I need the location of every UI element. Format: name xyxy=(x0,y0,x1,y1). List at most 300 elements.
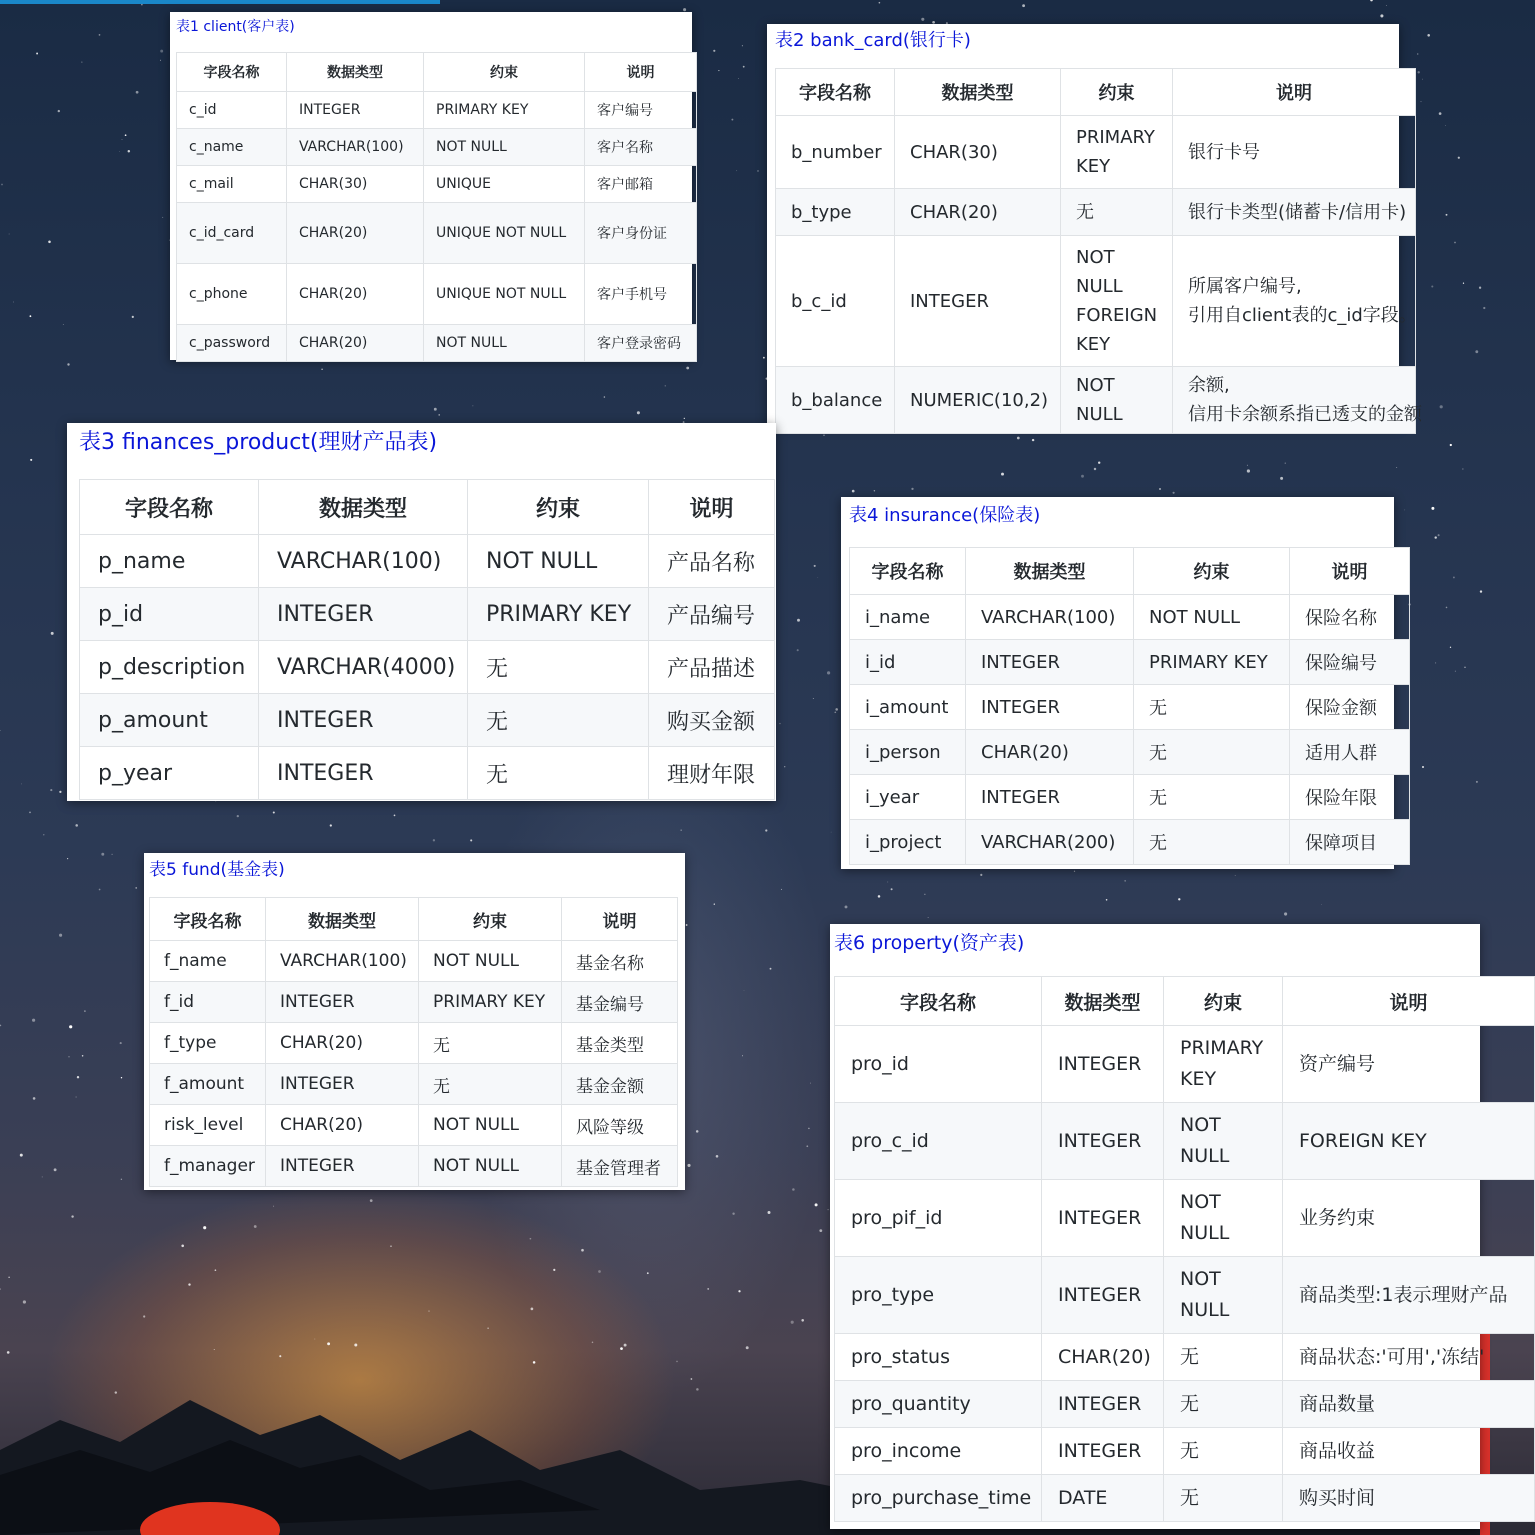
star xyxy=(683,8,686,11)
star xyxy=(23,1300,26,1303)
star xyxy=(845,905,848,908)
cell-description: 客户邮箱 xyxy=(585,166,697,203)
cell-field-name: i_amount xyxy=(850,685,966,730)
star xyxy=(1445,125,1446,126)
star xyxy=(237,815,239,817)
star xyxy=(1094,468,1096,470)
star xyxy=(254,1225,257,1228)
star xyxy=(1464,667,1465,668)
cell-description: 客户身份证 xyxy=(585,203,697,264)
star xyxy=(1017,437,1020,440)
star xyxy=(765,829,767,831)
star xyxy=(128,150,130,152)
cell-description: 保险编号 xyxy=(1290,640,1410,685)
table-row xyxy=(850,775,1410,820)
star xyxy=(143,1315,145,1317)
header-field-name: 字段名称 xyxy=(835,977,1042,1026)
header-data-type: 数据类型 xyxy=(895,69,1061,116)
star xyxy=(76,1096,77,1097)
table-row xyxy=(150,1105,678,1146)
star xyxy=(125,134,127,136)
star xyxy=(827,671,830,674)
cell-description: 银行卡号 xyxy=(1173,116,1416,189)
star xyxy=(181,1245,184,1248)
star xyxy=(1446,214,1448,216)
star xyxy=(1479,287,1481,289)
star xyxy=(82,1055,84,1057)
cell-constraint: PRIMARY KEY xyxy=(1134,640,1290,685)
header-field-name: 字段名称 xyxy=(850,548,966,595)
table-row xyxy=(150,1064,678,1105)
header-description: 说明 xyxy=(1290,548,1410,595)
table-title: 表6 property(资产表) xyxy=(834,932,1025,954)
star xyxy=(598,1270,601,1273)
star xyxy=(21,784,22,785)
star xyxy=(770,968,772,970)
table-row xyxy=(177,325,697,362)
table-row xyxy=(835,1381,1535,1428)
star xyxy=(32,1019,35,1022)
star xyxy=(68,1056,69,1057)
table-row xyxy=(80,641,775,694)
star xyxy=(42,1176,43,1177)
star xyxy=(1,184,3,186)
cell-field-name: f_id xyxy=(150,982,266,1023)
star xyxy=(54,1168,57,1171)
cell-data-type: NUMERIC(10,2) xyxy=(895,367,1061,434)
header-field-name: 字段名称 xyxy=(150,898,266,941)
cell-field-name: pro_status xyxy=(835,1334,1042,1381)
table-row xyxy=(177,166,697,203)
cell-constraint: NOT NULL xyxy=(468,535,649,588)
cell-constraint: NOT NULL FOREIGN KEY xyxy=(1061,236,1173,367)
schema-table xyxy=(176,52,697,362)
star xyxy=(810,1083,811,1084)
cell-field-name: risk_level xyxy=(150,1105,266,1146)
cell-constraint: 无 xyxy=(1134,820,1290,865)
cell-data-type: INTEGER xyxy=(259,747,468,800)
star xyxy=(1178,898,1180,900)
cell-field-name: i_person xyxy=(850,730,966,775)
star xyxy=(887,882,888,883)
star xyxy=(1438,534,1440,536)
table-row xyxy=(835,1103,1535,1180)
table-row xyxy=(177,264,697,325)
star xyxy=(716,1155,719,1158)
cell-constraint: NOT NULL xyxy=(1164,1103,1283,1180)
star xyxy=(99,34,101,36)
star xyxy=(122,139,123,140)
star xyxy=(1446,607,1448,609)
star xyxy=(1386,5,1387,6)
table-row xyxy=(835,1257,1535,1334)
star xyxy=(742,45,743,46)
cell-description: 商品数量 xyxy=(1283,1381,1535,1428)
table-client-card xyxy=(170,12,692,360)
table-title: 表4 insurance(保险表) xyxy=(849,505,1041,526)
cell-description: 保险金额 xyxy=(1290,685,1410,730)
cell-field-name: i_id xyxy=(850,640,966,685)
cell-field-name: i_project xyxy=(850,820,966,865)
cell-description: 客户手机号 xyxy=(585,264,697,325)
star xyxy=(273,1206,274,1207)
star xyxy=(121,1179,122,1180)
star xyxy=(686,367,689,370)
star xyxy=(1422,766,1424,768)
schema-table xyxy=(149,897,678,1187)
cell-constraint: NOT NULL xyxy=(419,1105,562,1146)
cell-description: 客户编号 xyxy=(585,92,697,129)
cell-data-type: VARCHAR(100) xyxy=(966,595,1134,640)
star xyxy=(162,217,163,218)
cell-data-type: CHAR(20) xyxy=(266,1023,419,1064)
cell-constraint: PRIMARY KEY xyxy=(419,982,562,1023)
star xyxy=(1480,590,1482,592)
star xyxy=(921,18,924,21)
star xyxy=(99,889,101,891)
cell-data-type: CHAR(20) xyxy=(287,203,424,264)
cell-data-type: CHAR(20) xyxy=(287,264,424,325)
header-field-name: 字段名称 xyxy=(177,53,287,92)
cell-constraint: NOT NULL xyxy=(1164,1180,1283,1257)
cell-data-type: CHAR(20) xyxy=(266,1105,419,1146)
cell-field-name: f_type xyxy=(150,1023,266,1064)
header-constraint: 约束 xyxy=(468,480,649,535)
star xyxy=(1435,536,1437,538)
cell-description: 产品名称 xyxy=(649,535,775,588)
star xyxy=(624,1344,627,1347)
header-data-type: 数据类型 xyxy=(1042,977,1164,1026)
star xyxy=(814,565,816,567)
cell-data-type: CHAR(20) xyxy=(1042,1334,1164,1381)
star xyxy=(1074,871,1075,872)
star xyxy=(29,811,31,813)
header-data-type: 数据类型 xyxy=(259,480,468,535)
star xyxy=(637,411,640,414)
star xyxy=(743,66,745,68)
cell-field-name: c_id xyxy=(177,92,287,129)
star xyxy=(687,1164,690,1167)
star xyxy=(1001,473,1004,476)
star xyxy=(1450,647,1451,648)
table-row xyxy=(835,1026,1535,1103)
table-row xyxy=(850,730,1410,775)
star xyxy=(77,1076,79,1078)
cell-field-name: c_name xyxy=(177,129,287,166)
cell-constraint: 无 xyxy=(1061,189,1173,236)
cell-field-name: c_phone xyxy=(177,264,287,325)
star xyxy=(813,698,814,699)
cell-field-name: pro_id xyxy=(835,1026,1042,1103)
star xyxy=(676,1361,678,1363)
star xyxy=(1396,467,1397,468)
cell-constraint: 无 xyxy=(1164,1475,1283,1522)
star xyxy=(58,110,60,112)
star xyxy=(879,2,881,4)
star xyxy=(136,91,139,94)
table-row xyxy=(835,1180,1535,1257)
star xyxy=(1483,307,1485,309)
cell-description: 商品类型:1表示理财产品 xyxy=(1283,1257,1535,1334)
cell-description: 基金管理者 xyxy=(562,1146,678,1187)
star xyxy=(713,50,715,52)
cell-field-name: pro_purchase_time xyxy=(835,1475,1042,1522)
schema-table xyxy=(834,976,1535,1522)
cell-data-type: INTEGER xyxy=(966,685,1134,730)
star xyxy=(827,1209,828,1210)
table-row xyxy=(150,982,678,1023)
star xyxy=(433,839,435,841)
top-accent-bar xyxy=(0,0,440,4)
star xyxy=(160,50,163,53)
cell-data-type: INTEGER xyxy=(259,694,468,747)
star xyxy=(1439,112,1442,115)
star xyxy=(1417,54,1418,55)
star xyxy=(731,119,733,121)
star xyxy=(891,888,893,890)
table-row xyxy=(776,367,1416,434)
star xyxy=(835,708,838,711)
star xyxy=(732,1213,734,1215)
star xyxy=(111,854,112,855)
cell-description: 产品描述 xyxy=(649,641,775,694)
star xyxy=(808,1128,810,1130)
table-fund-card xyxy=(144,853,685,1190)
star xyxy=(120,1042,122,1044)
star xyxy=(874,490,875,491)
star xyxy=(738,1290,740,1292)
cell-field-name: f_manager xyxy=(150,1146,266,1187)
cell-description: 余额, 信用卡余额系指已透支的金额 xyxy=(1173,367,1416,434)
cell-constraint: 无 xyxy=(468,747,649,800)
star xyxy=(273,811,275,813)
cell-constraint: NOT NULL xyxy=(1164,1257,1283,1334)
star xyxy=(924,894,925,895)
cell-data-type: VARCHAR(100) xyxy=(266,941,419,982)
cell-constraint: 无 xyxy=(1134,685,1290,730)
star xyxy=(1427,34,1430,37)
header-constraint: 约束 xyxy=(1164,977,1283,1026)
star xyxy=(1450,444,1452,446)
star xyxy=(75,824,78,827)
header-constraint: 约束 xyxy=(1134,548,1290,595)
star xyxy=(321,369,323,371)
star xyxy=(135,887,137,889)
cell-description: 基金名称 xyxy=(562,941,678,982)
star xyxy=(1098,462,1100,464)
schema-table xyxy=(79,479,775,800)
cell-data-type: CHAR(30) xyxy=(287,166,424,203)
star xyxy=(852,490,855,493)
star xyxy=(707,1288,709,1290)
star xyxy=(738,78,739,79)
table-row xyxy=(835,1334,1535,1381)
cell-description: 基金类型 xyxy=(562,1023,678,1064)
star xyxy=(438,414,440,416)
star xyxy=(684,418,685,419)
cell-constraint: NOT NULL xyxy=(424,325,585,362)
table-title: 表1 client(客户表) xyxy=(176,19,295,35)
star xyxy=(434,408,437,411)
header-data-type: 数据类型 xyxy=(966,548,1134,595)
star xyxy=(779,723,780,724)
table-row xyxy=(835,1428,1535,1475)
star xyxy=(784,766,785,767)
star xyxy=(487,1328,488,1329)
star xyxy=(819,1229,822,1232)
star xyxy=(0,1025,1,1027)
header-field-name: 字段名称 xyxy=(776,69,895,116)
cell-constraint: PRIMARY KEY xyxy=(1061,116,1173,189)
header-data-type: 数据类型 xyxy=(266,898,419,941)
star xyxy=(473,406,474,407)
cell-data-type: CHAR(20) xyxy=(287,325,424,362)
star xyxy=(1476,781,1478,783)
star xyxy=(1022,4,1025,7)
star xyxy=(1125,880,1126,881)
header-description: 说明 xyxy=(585,53,697,92)
cell-data-type: INTEGER xyxy=(266,1064,419,1105)
star xyxy=(1420,101,1421,102)
table-property-card xyxy=(830,924,1508,1529)
star xyxy=(531,1308,534,1311)
star xyxy=(1321,904,1322,905)
cell-constraint: 无 xyxy=(468,694,649,747)
table-title: 表5 fund(基金表) xyxy=(149,860,285,880)
cell-constraint: 无 xyxy=(419,1023,562,1064)
star xyxy=(1431,285,1433,287)
star xyxy=(33,1097,36,1100)
star xyxy=(834,711,836,713)
cell-description: 保险名称 xyxy=(1290,595,1410,640)
cell-constraint: PRIMARY KEY xyxy=(468,588,649,641)
star xyxy=(620,1347,623,1350)
star xyxy=(714,903,715,904)
star xyxy=(470,839,472,841)
star xyxy=(84,1010,86,1012)
star xyxy=(1173,492,1175,494)
table-row xyxy=(835,1475,1535,1522)
cell-constraint: 无 xyxy=(468,641,649,694)
star xyxy=(330,824,332,826)
star xyxy=(101,853,104,856)
star xyxy=(1159,488,1161,490)
table-row xyxy=(80,535,775,588)
cell-constraint: NOT NULL xyxy=(424,129,585,166)
table-finances-product-card xyxy=(67,423,776,801)
header-data-type: 数据类型 xyxy=(287,53,424,92)
cell-data-type: INTEGER xyxy=(1042,1180,1164,1257)
star xyxy=(1454,242,1456,244)
cell-constraint: 无 xyxy=(1134,730,1290,775)
cell-constraint: 无 xyxy=(1164,1334,1283,1381)
table-title: 表2 bank_card(银行卡) xyxy=(775,30,971,51)
cell-constraint: UNIQUE xyxy=(424,166,585,203)
star xyxy=(681,830,682,831)
cell-field-name: p_amount xyxy=(80,694,259,747)
star xyxy=(215,1269,217,1271)
table-row xyxy=(150,941,678,982)
cell-description: 客户名称 xyxy=(585,129,697,166)
star xyxy=(121,1077,122,1078)
star xyxy=(327,1342,330,1345)
star xyxy=(791,1321,794,1324)
cell-description: 业务约束 xyxy=(1283,1180,1535,1257)
star xyxy=(141,4,142,5)
cell-description: 风险等级 xyxy=(562,1105,678,1146)
star xyxy=(1431,507,1434,510)
table-row xyxy=(177,129,697,166)
star xyxy=(1440,405,1443,408)
star xyxy=(188,1283,190,1285)
star xyxy=(1247,469,1250,472)
star xyxy=(30,315,32,317)
cell-field-name: p_name xyxy=(80,535,259,588)
header-description: 说明 xyxy=(562,898,678,941)
star xyxy=(48,241,51,244)
star xyxy=(797,619,800,622)
star xyxy=(1081,475,1084,478)
star xyxy=(647,1272,649,1274)
star xyxy=(768,1211,771,1214)
cell-description: 银行卡类型(储蓄卡/信用卡) xyxy=(1173,189,1416,236)
cell-constraint: PRIMARY KEY xyxy=(424,92,585,129)
table-row xyxy=(850,685,1410,730)
cell-field-name: p_year xyxy=(80,747,259,800)
star xyxy=(1032,439,1034,441)
star xyxy=(1435,662,1436,663)
cell-data-type: INTEGER xyxy=(266,982,419,1023)
cell-field-name: p_description xyxy=(80,641,259,694)
cell-field-name: f_name xyxy=(150,941,266,982)
cell-constraint: 无 xyxy=(419,1064,562,1105)
table-row xyxy=(850,820,1410,865)
cell-data-type: VARCHAR(100) xyxy=(259,535,468,588)
cell-description: 适用人群 xyxy=(1290,730,1410,775)
star xyxy=(763,357,765,359)
table-row xyxy=(776,189,1416,236)
cell-description: 基金编号 xyxy=(562,982,678,1023)
cell-data-type: INTEGER xyxy=(1042,1026,1164,1103)
cell-field-name: b_balance xyxy=(776,367,895,434)
cell-data-type: INTEGER xyxy=(1042,1381,1164,1428)
star xyxy=(1235,875,1236,876)
star xyxy=(553,1269,555,1271)
table-title: 表3 finances_product(理财产品表) xyxy=(79,430,438,455)
star xyxy=(746,1346,749,1349)
cell-description: 基金金额 xyxy=(562,1064,678,1105)
cell-field-name: b_c_id xyxy=(776,236,895,367)
star xyxy=(815,1203,818,1206)
star xyxy=(214,1349,215,1350)
star xyxy=(1247,465,1248,466)
star xyxy=(1475,350,1478,353)
star xyxy=(63,324,64,325)
star xyxy=(1405,510,1406,511)
cell-field-name: b_number xyxy=(776,116,895,189)
cell-data-type: INTEGER xyxy=(1042,1257,1164,1334)
star xyxy=(742,1055,743,1056)
cell-data-type: VARCHAR(200) xyxy=(966,820,1134,865)
star xyxy=(980,874,982,876)
star xyxy=(370,1199,373,1202)
header-description: 说明 xyxy=(1173,69,1416,116)
star xyxy=(781,889,782,890)
header-description: 说明 xyxy=(1283,977,1535,1026)
star xyxy=(592,1342,594,1344)
star xyxy=(394,815,396,817)
star xyxy=(1455,671,1456,672)
